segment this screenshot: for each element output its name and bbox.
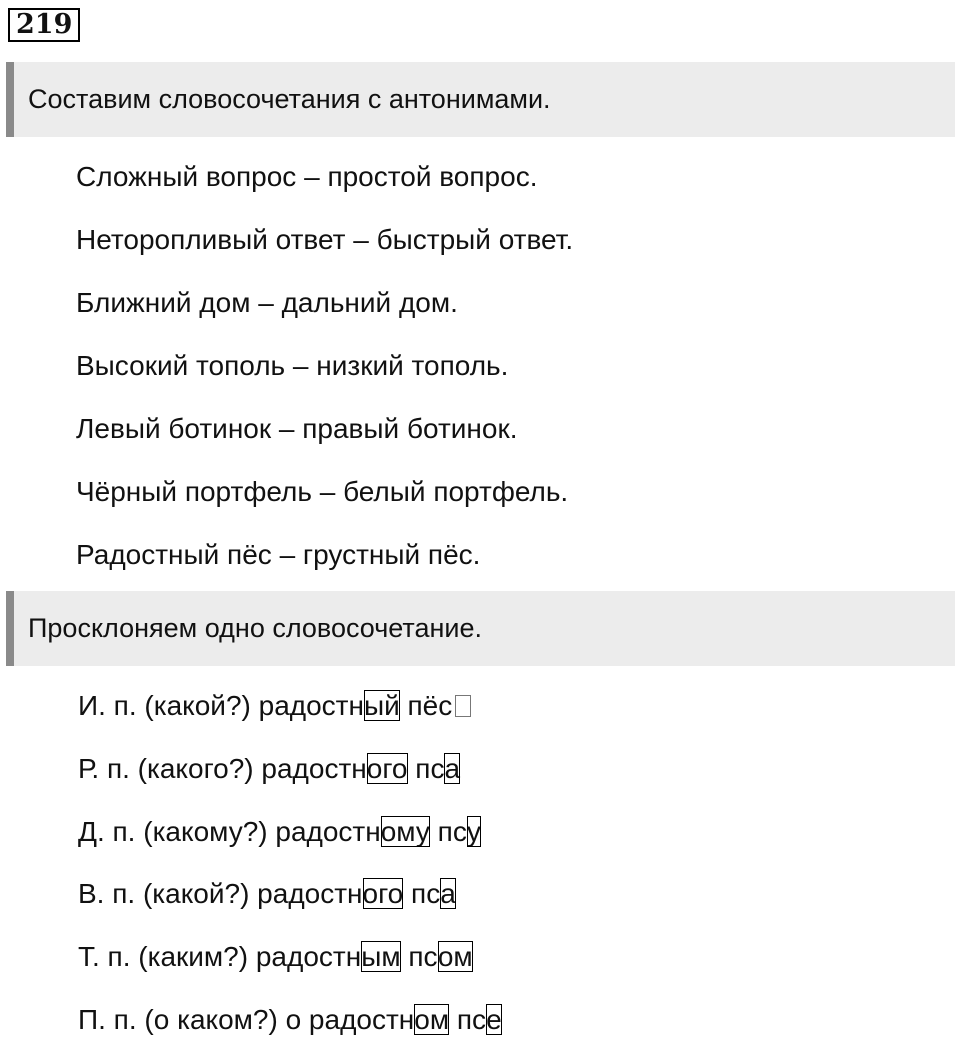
- noun-ending-box: ом: [437, 941, 473, 972]
- noun-stem: пс: [407, 753, 445, 784]
- case-line-nominative: [78, 689, 471, 723]
- section1-heading: Составим словосочетания с антонимами.: [6, 62, 955, 137]
- noun-ending-box: а: [440, 878, 456, 909]
- zero-ending-box: [455, 695, 471, 717]
- case-line-dative: [78, 815, 481, 849]
- section2-heading: Просклоняем одно словосочетание.: [6, 591, 955, 666]
- case-line-prepositional: [78, 1003, 502, 1037]
- task-number: 219: [8, 8, 80, 42]
- case-prefix: В. п. (какой?) радостн: [78, 878, 363, 909]
- antonym-line: Сложный вопрос – простой вопрос.: [76, 161, 538, 192]
- noun-stem: пс: [403, 878, 441, 909]
- adjective-ending-box: ого: [366, 753, 408, 784]
- noun-stem: пс: [400, 941, 438, 972]
- case-prefix: И. п. (какой?) радостн: [78, 690, 364, 721]
- case-line-accusative: [78, 877, 456, 911]
- adjective-ending-box: ым: [361, 941, 401, 972]
- antonym-line: Неторопливый ответ – быстрый ответ.: [76, 224, 574, 255]
- case-prefix: Д. п. (какому?) радостн: [78, 816, 381, 847]
- antonym-line: Левый ботинок – правый ботинок.: [76, 413, 518, 444]
- antonym-line: Ближний дом – дальний дом.: [76, 287, 458, 318]
- antonym-line: Высокий тополь – низкий тополь.: [76, 350, 509, 381]
- noun-stem: пёс: [399, 690, 453, 721]
- adjective-ending-box: ого: [362, 878, 404, 909]
- noun-stem: пс: [429, 816, 467, 847]
- noun-ending-box: у: [466, 816, 481, 847]
- antonym-line: Чёрный портфель – белый портфель.: [76, 476, 569, 507]
- adjective-ending-box: ом: [414, 1004, 450, 1035]
- case-line-instrumental: [78, 940, 473, 974]
- case-line-genitive: [78, 752, 460, 786]
- case-prefix: П. п. (о каком?) о радостн: [78, 1004, 415, 1035]
- adjective-ending-box: ому: [380, 816, 430, 847]
- adjective-ending-box: ый: [363, 690, 400, 721]
- noun-stem: пс: [449, 1004, 487, 1035]
- case-prefix: Р. п. (какого?) радостн: [78, 753, 367, 784]
- case-prefix: Т. п. (каким?) радостн: [78, 941, 362, 972]
- noun-ending-box: а: [444, 753, 461, 784]
- antonym-line: Радостный пёс – грустный пёс.: [76, 539, 481, 570]
- noun-ending-box: е: [486, 1004, 502, 1035]
